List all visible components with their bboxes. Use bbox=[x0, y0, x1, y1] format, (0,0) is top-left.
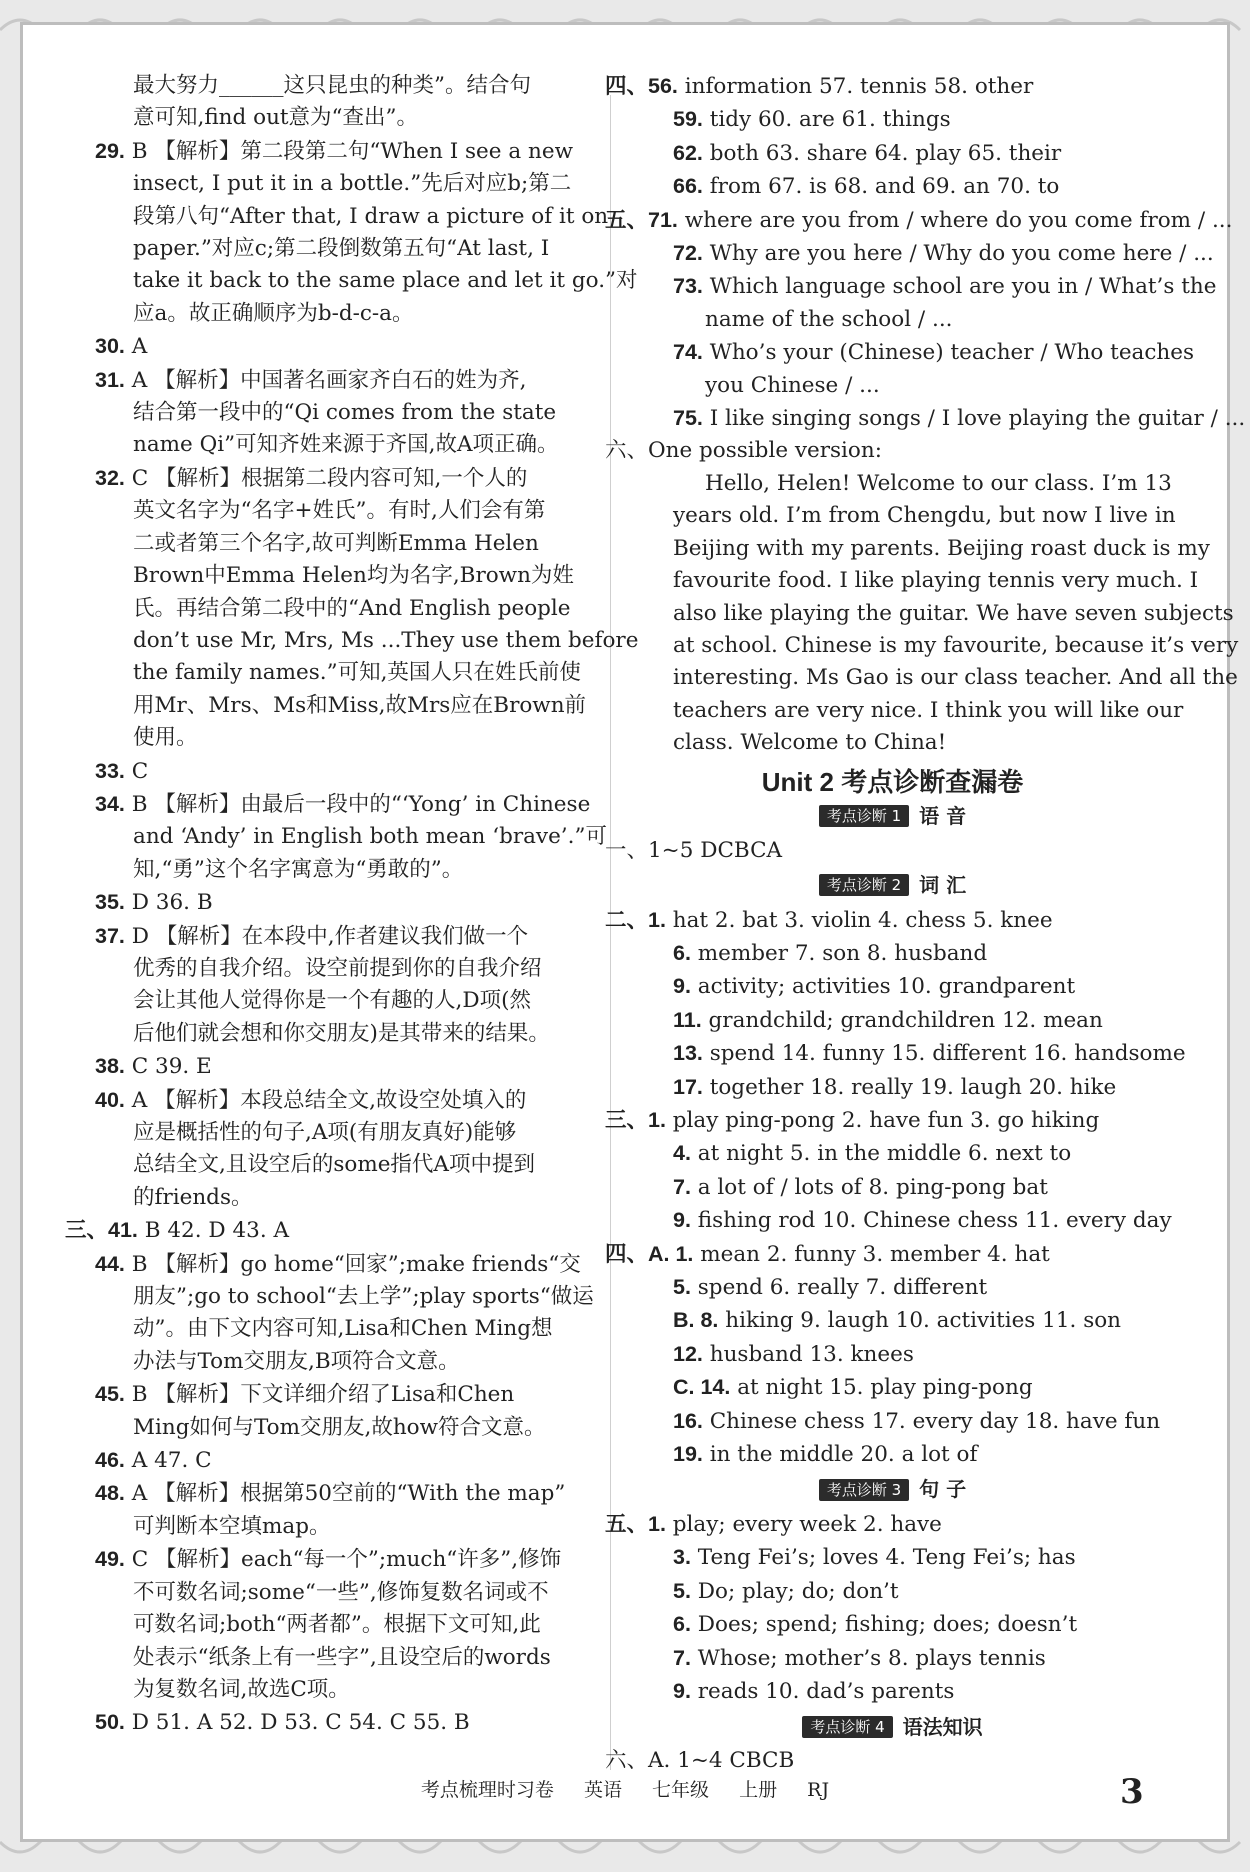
answer-text: you Chinese / ... bbox=[705, 372, 880, 398]
answer-line bbox=[605, 835, 1150, 867]
answer-text: Hello, Helen! Welcome to our class. I’m 13 bbox=[705, 470, 1172, 496]
answer-text: 用Mr、Mrs、Ms和Miss,故Mrs应在Brown前 bbox=[133, 692, 587, 718]
answer-line bbox=[95, 625, 639, 657]
answer-line bbox=[95, 788, 591, 821]
question-number: 19. bbox=[673, 1442, 703, 1467]
answer-line bbox=[95, 1313, 585, 1345]
answer-line bbox=[95, 1642, 585, 1674]
answer-line bbox=[95, 364, 585, 397]
question-number: 33. bbox=[95, 758, 125, 783]
answer-text: activity; activities 10. grandparent bbox=[690, 974, 1076, 1000]
right-column bbox=[605, 70, 1246, 1778]
answer-line bbox=[635, 370, 1150, 402]
answer-text: 办法与Tom交朋友,B项符合文意。 bbox=[133, 1348, 460, 1374]
answer-text: 最大努力______这只昆虫的种类”。结合句 bbox=[133, 73, 531, 98]
answer-line bbox=[635, 336, 1195, 369]
question-number: 30. bbox=[95, 334, 125, 359]
answer-line bbox=[95, 953, 585, 985]
answer-text: B 【解析】下文详细介绍了Lisa和Chen bbox=[124, 1382, 515, 1408]
question-number: 四、56. bbox=[605, 74, 678, 98]
answer-line bbox=[635, 630, 1239, 662]
answer-line bbox=[635, 270, 1217, 303]
answer-line bbox=[635, 137, 1150, 170]
question-number: 75. bbox=[673, 406, 703, 431]
answer-line bbox=[635, 598, 1234, 630]
answer-text: don’t use Mr, Mrs, Ms ...They use them before bbox=[133, 627, 639, 653]
answer-text: name of the school / ... bbox=[705, 306, 953, 332]
question-number: 9. bbox=[673, 1679, 691, 1704]
question-number: 6. bbox=[673, 940, 691, 965]
answer-line bbox=[95, 233, 585, 265]
answer-text: at night 5. in the middle 6. next to bbox=[690, 1141, 1072, 1167]
answer-line bbox=[635, 170, 1150, 203]
answer-line bbox=[95, 1117, 585, 1149]
question-number: 44. bbox=[95, 1251, 125, 1276]
answer-line bbox=[635, 1037, 1186, 1070]
question-number: 9. bbox=[673, 974, 691, 999]
answer-line bbox=[95, 528, 585, 560]
answer-line bbox=[635, 500, 1176, 532]
answer-line bbox=[95, 462, 585, 495]
answer-line bbox=[605, 1238, 1150, 1271]
answer-text: insect, I put it in a bottle.”先后对应b;第二 bbox=[133, 171, 572, 197]
question-number: 5. bbox=[673, 1275, 691, 1300]
answer-line bbox=[635, 1304, 1150, 1337]
answer-text: I like singing songs / I love playing the guitar / ... bbox=[702, 406, 1246, 432]
answer-line bbox=[95, 690, 585, 722]
answer-text: C 39. E bbox=[124, 1054, 212, 1080]
answer-text: at night 15. play ping-pong bbox=[730, 1375, 1033, 1401]
answer-text: 的friends。 bbox=[133, 1184, 253, 1210]
footer-subject: 英语 bbox=[583, 1779, 622, 1801]
answer-text: B 【解析】第二段第二句“When I see a new bbox=[124, 138, 573, 164]
answer-line bbox=[65, 1214, 585, 1247]
answer-text: 可数名词;both“两者都”。根据下文可知,此 bbox=[133, 1612, 541, 1638]
footer-edition: RJ bbox=[807, 1779, 830, 1801]
answer-text: C bbox=[124, 758, 149, 784]
section-title-3: 句 子 bbox=[919, 1477, 967, 1502]
answer-text: also like playing the guitar. We have seven subjects bbox=[673, 600, 1234, 626]
answer-text: D 36. B bbox=[124, 890, 213, 916]
page-footer bbox=[0, 1775, 1250, 1802]
question-number: 4. bbox=[673, 1141, 691, 1166]
answer-line bbox=[635, 103, 1150, 136]
answer-text: Ming如何与Tom交朋友,故how符合文意。 bbox=[133, 1414, 546, 1440]
answer-line bbox=[635, 1541, 1150, 1574]
footer-volume: 上册 bbox=[739, 1779, 778, 1801]
answer-line bbox=[95, 1609, 585, 1641]
answer-text: B 【解析】由最后一段中的“‘Yong’ in Chinese bbox=[124, 791, 591, 817]
section-title-2: 词 汇 bbox=[919, 872, 967, 897]
section-tag-2: 考点诊断 2 bbox=[819, 874, 909, 896]
answer-text: where are you from / where do you come from / ... bbox=[677, 207, 1233, 233]
question-number: 13. bbox=[673, 1041, 703, 1066]
answer-text: Does; spend; fishing; does; doesn’t bbox=[690, 1612, 1078, 1638]
answer-line bbox=[635, 1137, 1150, 1170]
answer-line bbox=[95, 1050, 585, 1083]
answer-line bbox=[635, 1071, 1150, 1104]
answer-text: years old. I’m from Chengdu, but now I live in bbox=[673, 503, 1176, 529]
answer-text: Why are you here / Why do you come here / ... bbox=[702, 241, 1214, 267]
footer-book-title: 考点梳理时习卷 bbox=[420, 1779, 554, 1801]
answer-line bbox=[95, 821, 607, 853]
answer-text: 后他们就会想和你交朋友)是其带来的结果。 bbox=[133, 1020, 550, 1046]
answer-line bbox=[605, 435, 1150, 467]
answer-text: A 47. C bbox=[124, 1448, 212, 1474]
answer-line bbox=[635, 1271, 1150, 1304]
answer-text: play ping-pong 2. have fun 3. go hiking bbox=[665, 1108, 1100, 1133]
answer-line bbox=[95, 985, 585, 1017]
answer-line bbox=[95, 1281, 594, 1313]
answer-text: 为复数名词,故选C项。 bbox=[133, 1676, 350, 1702]
answer-text: 二或者第三个名字,故可判断Emma Helen bbox=[133, 530, 539, 556]
section-header-4 bbox=[635, 1711, 1150, 1744]
answer-line bbox=[635, 695, 1184, 727]
question-number: 16. bbox=[673, 1408, 703, 1433]
answer-text: the family names.”可知,英国人只在姓氏前使 bbox=[133, 660, 581, 686]
answer-text: 处表示“纸条上有一些字”,且设空后的words bbox=[133, 1644, 551, 1670]
answer-text: name Qi”可知齐姓来源于齐国,故A项正确。 bbox=[133, 432, 559, 458]
answer-text: A 【解析】中国著名画家齐白石的姓为齐, bbox=[124, 367, 527, 393]
answer-text: A bbox=[124, 334, 148, 360]
answer-line bbox=[95, 1412, 585, 1444]
answer-line bbox=[95, 1577, 585, 1609]
question-number: 五、1. bbox=[605, 1512, 666, 1537]
question-number: 40. bbox=[95, 1087, 125, 1112]
answer-line bbox=[95, 135, 585, 168]
question-number: B. 8. bbox=[673, 1308, 719, 1333]
answer-text: 段第八句“After that, I draw a picture of it on bbox=[133, 203, 609, 229]
answer-text: Whose; mother’s 8. plays tennis bbox=[690, 1645, 1046, 1671]
answer-line bbox=[95, 1674, 585, 1706]
answer-text: Do; play; do; don’t bbox=[690, 1578, 899, 1604]
question-number: C. 14. bbox=[673, 1375, 731, 1400]
question-number: 3. bbox=[673, 1545, 691, 1570]
answer-text: grandchild; grandchildren 12. mean bbox=[701, 1007, 1103, 1033]
answer-text: Brown中Emma Helen均为名字,Brown为姓 bbox=[133, 563, 574, 589]
question-number: 5. bbox=[673, 1578, 691, 1603]
answer-line bbox=[605, 1745, 1150, 1777]
answer-text: 六、A. 1~4 CBCB bbox=[605, 1748, 795, 1774]
answer-line bbox=[95, 330, 585, 363]
unit-title: Unit 2 考点诊断查漏卷 bbox=[761, 766, 1024, 797]
answer-line bbox=[95, 1477, 585, 1510]
question-number: 74. bbox=[673, 340, 703, 365]
answer-text: 动”。由下文内容可知,Lisa和Chen Ming想 bbox=[133, 1316, 553, 1342]
answer-line bbox=[635, 565, 1199, 597]
question-number: 73. bbox=[673, 274, 703, 299]
answer-line bbox=[635, 1405, 1161, 1438]
answer-text: 应a。故正确顺序为b-d-c-a。 bbox=[133, 300, 414, 326]
answer-line bbox=[95, 1248, 585, 1281]
question-number: 12. bbox=[673, 1341, 703, 1366]
answer-line bbox=[95, 102, 585, 134]
answer-line bbox=[95, 1706, 585, 1739]
answer-line bbox=[95, 1511, 585, 1543]
answer-text: play; every week 2. have bbox=[665, 1512, 942, 1538]
answer-line bbox=[95, 265, 638, 297]
answer-line bbox=[95, 1543, 585, 1576]
answer-line bbox=[95, 1182, 585, 1214]
answer-line bbox=[605, 204, 1233, 237]
question-number: 62. bbox=[673, 140, 703, 165]
answer-text: in the middle 20. a lot of bbox=[702, 1442, 978, 1468]
answer-text: take it back to the same place and let it go.”对 bbox=[133, 268, 638, 294]
question-number: 三、1. bbox=[605, 1108, 666, 1132]
answer-line bbox=[635, 1675, 1150, 1708]
answer-text: Chinese chess 17. every day 18. have fun bbox=[702, 1408, 1161, 1434]
answer-line bbox=[95, 201, 609, 233]
answer-line bbox=[95, 1346, 585, 1378]
question-number: 59. bbox=[673, 107, 703, 132]
answer-text: Who’s your (Chinese) teacher / Who teaches bbox=[702, 340, 1195, 366]
answer-text: A 【解析】本段总结全文,故设空处填入的 bbox=[124, 1087, 527, 1113]
answer-line bbox=[635, 304, 1150, 336]
answer-text: Teng Fei’s; loves 4. Teng Fei’s; has bbox=[690, 1545, 1076, 1571]
section-header-3 bbox=[635, 1473, 1150, 1506]
answer-line bbox=[605, 1508, 1150, 1541]
answer-line bbox=[605, 70, 1150, 103]
answer-text: member 7. son 8. husband bbox=[690, 940, 988, 966]
answer-line bbox=[635, 1004, 1150, 1037]
question-number: 29. bbox=[95, 138, 125, 163]
question-number: 66. bbox=[673, 174, 703, 199]
answer-text: Beijing with my parents. Beijing roast duck is my bbox=[673, 535, 1210, 561]
answer-line bbox=[95, 593, 585, 625]
answer-line bbox=[95, 1149, 585, 1181]
answer-line bbox=[635, 533, 1210, 565]
question-number: 7. bbox=[673, 1645, 691, 1670]
question-number: 45. bbox=[95, 1382, 125, 1407]
answer-line bbox=[95, 429, 585, 461]
answer-text: C 【解析】根据第二段内容可知,一个人的 bbox=[124, 465, 528, 491]
answer-text: 英文名字为“名字+姓氏”。有时,人们会有第 bbox=[133, 498, 546, 524]
answer-line bbox=[95, 1018, 585, 1050]
answer-text: D 【解析】在本段中,作者建议我们做一个 bbox=[124, 923, 529, 949]
answer-text: class. Welcome to China! bbox=[673, 730, 947, 756]
section-title-4: 语法知识 bbox=[902, 1714, 983, 1739]
answer-line bbox=[635, 237, 1214, 270]
answer-text: 使用。 bbox=[133, 725, 198, 751]
answer-line bbox=[635, 1371, 1150, 1404]
answer-text: mean 2. funny 3. member 4. hat bbox=[693, 1241, 1050, 1267]
answer-line bbox=[95, 886, 585, 919]
section-header-1 bbox=[635, 800, 1150, 833]
section-header-2 bbox=[635, 869, 1150, 902]
answer-line bbox=[635, 937, 1150, 970]
question-number: 49. bbox=[95, 1547, 125, 1572]
answer-line bbox=[635, 727, 1150, 759]
answer-text: B 42. D 43. A bbox=[137, 1218, 290, 1244]
answer-text: hat 2. bat 3. violin 4. chess 5. knee bbox=[665, 907, 1053, 933]
question-number: 72. bbox=[673, 241, 703, 266]
answer-text: reads 10. dad’s parents bbox=[690, 1679, 955, 1705]
answer-line bbox=[95, 920, 585, 953]
answer-text: 知,“勇”这个名字寓意为“勇敢的”。 bbox=[133, 856, 464, 882]
answer-line bbox=[95, 70, 585, 102]
answer-text: tidy 60. are 61. things bbox=[702, 107, 951, 133]
answer-text: spend 6. really 7. different bbox=[690, 1275, 988, 1301]
section-tag-3: 考点诊断 3 bbox=[819, 1479, 909, 1501]
answer-text: at school. Chinese is my favourite, because it’s very bbox=[673, 632, 1239, 658]
answer-text: a lot of / lots of 8. ping-pong bat bbox=[690, 1174, 1048, 1200]
answer-text: 可判断本空填map。 bbox=[133, 1513, 331, 1539]
answer-line bbox=[95, 397, 585, 429]
question-number: 37. bbox=[95, 923, 125, 948]
answer-line bbox=[95, 657, 585, 689]
answer-text: 六、One possible version: bbox=[605, 438, 882, 464]
answer-line bbox=[95, 854, 585, 886]
answer-text: 氏。再结合第二段中的“And English people bbox=[133, 595, 571, 621]
answer-line bbox=[635, 1575, 1150, 1608]
answer-line bbox=[605, 904, 1150, 937]
answer-text: fishing rod 10. Chinese chess 11. every day bbox=[690, 1208, 1172, 1234]
answer-text: spend 14. funny 15. different 16. handsome bbox=[702, 1041, 1186, 1067]
answer-line bbox=[635, 1438, 1150, 1471]
question-number: 四、A. 1. bbox=[605, 1241, 694, 1266]
answer-text: 结合第一段中的“Qi comes from the state bbox=[133, 400, 557, 426]
question-number: 38. bbox=[95, 1054, 125, 1079]
answer-text: 优秀的自我介绍。设空前提到你的自我介绍 bbox=[133, 955, 542, 981]
answer-text: together 18. really 19. laugh 20. hike bbox=[702, 1074, 1117, 1100]
answer-line bbox=[95, 755, 585, 788]
answer-line bbox=[95, 1378, 585, 1411]
question-number: 7. bbox=[673, 1174, 691, 1199]
answer-text: 应是概括性的句子,A项(有朋友真好)能够 bbox=[133, 1120, 517, 1145]
question-number: 50. bbox=[95, 1710, 125, 1735]
section-tag-1: 考点诊断 1 bbox=[819, 805, 909, 827]
answer-text: B 【解析】go home“回家”;make friends“交 bbox=[124, 1251, 581, 1277]
question-number: 17. bbox=[673, 1074, 703, 1099]
question-number: 9. bbox=[673, 1208, 691, 1233]
question-number: 11. bbox=[673, 1007, 702, 1032]
answer-text: 意可知,find out意为“查出”。 bbox=[133, 105, 419, 131]
answer-line bbox=[635, 970, 1150, 1003]
section-title-1: 语 音 bbox=[919, 803, 967, 828]
question-number: 6. bbox=[673, 1612, 691, 1637]
footer-grade: 七年级 bbox=[652, 1779, 710, 1801]
answer-text: and ‘Andy’ in English both mean ‘brave’.”可 bbox=[133, 824, 607, 850]
answer-text: Which language school are you in / What’s the bbox=[702, 274, 1217, 300]
section-tag-4: 考点诊断 4 bbox=[802, 1716, 892, 1738]
answer-text: from 67. is 68. and 69. an 70. to bbox=[702, 174, 1060, 200]
question-number: 32. bbox=[95, 465, 125, 490]
answer-line bbox=[95, 495, 585, 527]
answer-line bbox=[635, 1642, 1150, 1675]
answer-line bbox=[635, 1204, 1172, 1237]
answer-line bbox=[635, 1338, 1150, 1371]
answer-text: information 57. tennis 58. other bbox=[677, 74, 1034, 99]
answer-text: paper.”对应c;第二段倒数第五句“At last, I bbox=[133, 236, 550, 262]
question-number: 35. bbox=[95, 890, 125, 915]
page-number: 3 bbox=[1120, 1772, 1144, 1812]
question-number: 31. bbox=[95, 367, 125, 392]
answer-text: C 【解析】each“每一个”;much“许多”,修饰 bbox=[124, 1547, 562, 1573]
answer-line bbox=[635, 662, 1238, 694]
answer-text: 总结全文,且设空后的some指代A项中提到 bbox=[133, 1152, 535, 1178]
answer-text: 会让其他人觉得你是一个有趣的人,D项(然 bbox=[133, 988, 531, 1014]
answer-text: 朋友”;go to school“去上学”;play sports“做运 bbox=[133, 1284, 594, 1310]
answer-line bbox=[635, 468, 1172, 500]
answer-text: favourite food. I like playing tennis very much. I bbox=[673, 568, 1199, 594]
answer-text: hiking 9. laugh 10. activities 11. son bbox=[718, 1308, 1122, 1334]
answer-line bbox=[605, 1104, 1150, 1137]
answer-text: teachers are very nice. I think you will like our bbox=[673, 697, 1184, 723]
answer-text: interesting. Ms Gao is our class teacher. And all the bbox=[673, 665, 1238, 691]
answer-text: husband 13. knees bbox=[702, 1341, 914, 1367]
question-number: 46. bbox=[95, 1448, 125, 1473]
answer-text: both 63. share 64. play 65. their bbox=[702, 140, 1062, 166]
question-number: 34. bbox=[95, 791, 125, 816]
answer-line bbox=[95, 1444, 585, 1477]
answer-text: 一、1~5 DCBCA bbox=[605, 837, 783, 863]
question-number: 48. bbox=[95, 1481, 125, 1506]
answer-line bbox=[635, 1171, 1150, 1204]
answer-text: D 51. A 52. D 53. C 54. C 55. B bbox=[124, 1710, 470, 1736]
question-number: 三、41. bbox=[65, 1218, 138, 1243]
answer-line bbox=[635, 1608, 1150, 1641]
answer-line bbox=[95, 560, 585, 592]
answer-line bbox=[95, 722, 585, 754]
answer-line bbox=[95, 1084, 585, 1117]
question-number: 五、71. bbox=[605, 207, 678, 232]
answer-text: 不可数名词;some“一些”,修饰复数名词或不 bbox=[133, 1579, 549, 1605]
answer-text: A 【解析】根据第50空前的“With the map” bbox=[124, 1481, 566, 1507]
answer-line bbox=[95, 298, 585, 330]
answer-line bbox=[635, 402, 1246, 435]
question-number: 二、1. bbox=[605, 907, 666, 932]
answer-line bbox=[95, 168, 585, 200]
